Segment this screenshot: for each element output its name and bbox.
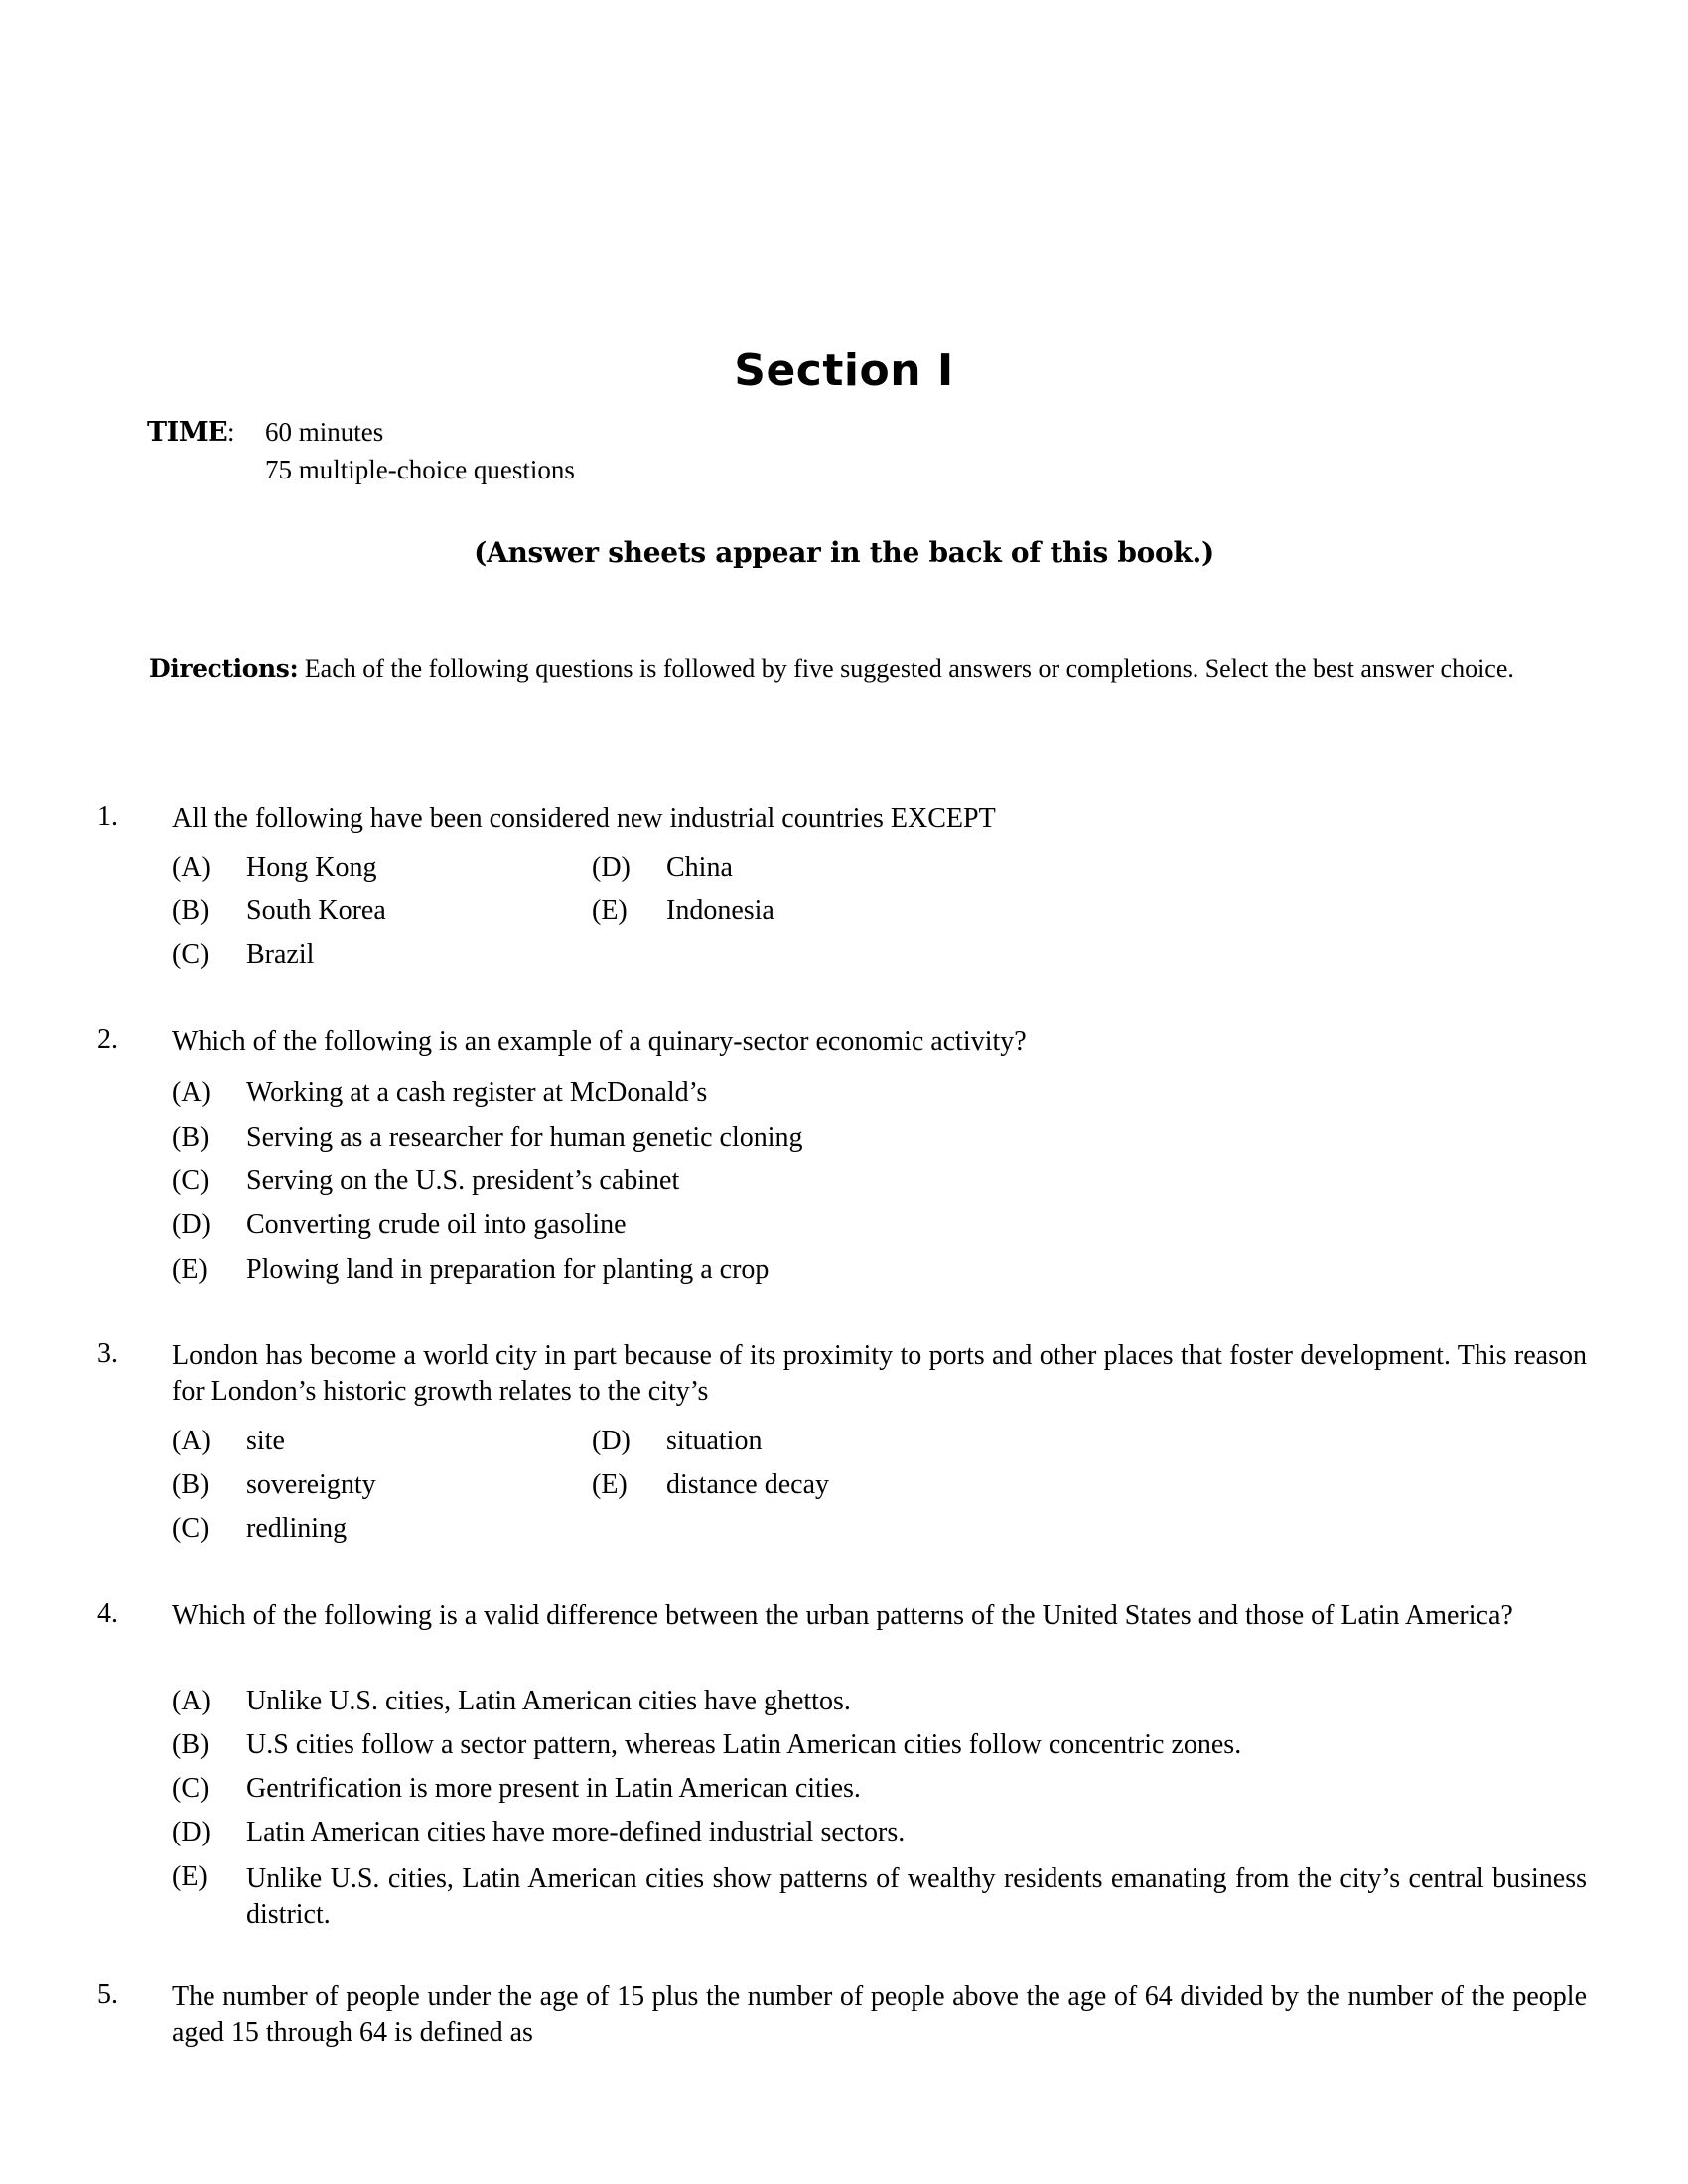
- option-letter: (B): [172, 1729, 210, 1760]
- option-text: Working at a cash register at McDonald’s: [246, 1077, 708, 1108]
- question-stem: All the following have been considered new industrial countries EXCEPT: [172, 803, 996, 834]
- directions-text: Each of the following questions is followed by five suggested answers or completions. Select the best answer choice.: [298, 654, 1514, 683]
- option-letter: (B): [172, 1469, 210, 1500]
- option-letter: (A): [172, 1077, 211, 1108]
- option-text: Serving as a researcher for human genetic cloning: [246, 1122, 803, 1153]
- option-letter: (A): [172, 1426, 211, 1456]
- option-letter: (C): [172, 1773, 210, 1804]
- option-letter: (E): [592, 895, 628, 926]
- question-number: 2.: [97, 1024, 118, 1055]
- option-text: Unlike U.S. cities, Latin American cities have ghettos.: [246, 1686, 851, 1716]
- question-stem: London has become a world city in part because of its proximity to ports and other places that foster development. This reason for London’s historic growth relates to the city’s: [172, 1340, 1587, 1407]
- option-text: Brazil: [246, 939, 315, 970]
- option-letter: (E): [172, 1254, 208, 1285]
- option-text: Indonesia: [666, 895, 774, 926]
- option-letter: (C): [172, 939, 210, 970]
- time-colon: :: [227, 417, 235, 447]
- option-letter: (D): [592, 852, 631, 883]
- option-letter: (C): [172, 1513, 210, 1544]
- option-text: Plowing land in preparation for planting a crop: [246, 1254, 770, 1285]
- option-letter: (D): [172, 1209, 211, 1240]
- directions-label: Directions:: [149, 654, 299, 683]
- option-text: situation: [666, 1426, 763, 1456]
- option-letter: (B): [172, 895, 210, 926]
- page-title: Section I: [734, 345, 954, 396]
- option-text: Unlike U.S. cities, Latin American cities show patterns of wealthy residents emanating from the city’s central business district.: [246, 1863, 1587, 1930]
- option-letter: (E): [592, 1469, 628, 1500]
- option-text: site: [246, 1426, 285, 1456]
- question-number: 5.: [97, 1979, 118, 2010]
- option-letter: (A): [172, 1686, 211, 1716]
- option-text: South Korea: [246, 895, 386, 926]
- option-text: sovereignty: [246, 1469, 376, 1500]
- directions: [149, 652, 1539, 686]
- question-stem: The number of people under the age of 15 plus the number of people above the age of 64 divided by the number of the people aged 15 through 64 is defined as: [172, 1981, 1587, 2048]
- question-count: 75 multiple-choice questions: [265, 455, 575, 484]
- question-number: 3.: [97, 1338, 118, 1369]
- option-text: U.S cities follow a sector pattern, whereas Latin American cities follow concentric zones.: [246, 1729, 1242, 1760]
- question-stem: Which of the following is an example of a quinary-sector economic activity?: [172, 1026, 1027, 1057]
- option-text: Serving on the U.S. president’s cabinet: [246, 1165, 680, 1196]
- question-number: 1.: [97, 801, 118, 832]
- option-letter: (D): [592, 1426, 631, 1456]
- option-text: Converting crude oil into gasoline: [246, 1209, 627, 1240]
- time-label: TIME: [147, 417, 228, 448]
- option-text: Hong Kong: [246, 852, 377, 883]
- option-letter: (C): [172, 1165, 210, 1196]
- question-number: 4.: [97, 1598, 118, 1629]
- option-text: redlining: [246, 1513, 348, 1544]
- option-text: Latin American cities have more-defined industrial sectors.: [246, 1817, 906, 1847]
- answer-sheet-note: (Answer sheets appear in the back of this book.): [474, 536, 1214, 569]
- option-letter: (E): [172, 1861, 208, 1892]
- option-text: China: [666, 852, 733, 883]
- option-letter: (D): [172, 1817, 211, 1847]
- option-letter: (A): [172, 852, 211, 883]
- option-text: distance decay: [666, 1469, 830, 1500]
- option-text: Gentrification is more present in Latin American cities.: [246, 1773, 861, 1804]
- option-letter: (B): [172, 1122, 210, 1153]
- time-minutes: 60 minutes: [265, 417, 384, 447]
- question-stem: Which of the following is a valid difference between the urban patterns of the United States and those of Latin America?: [172, 1600, 1513, 1631]
